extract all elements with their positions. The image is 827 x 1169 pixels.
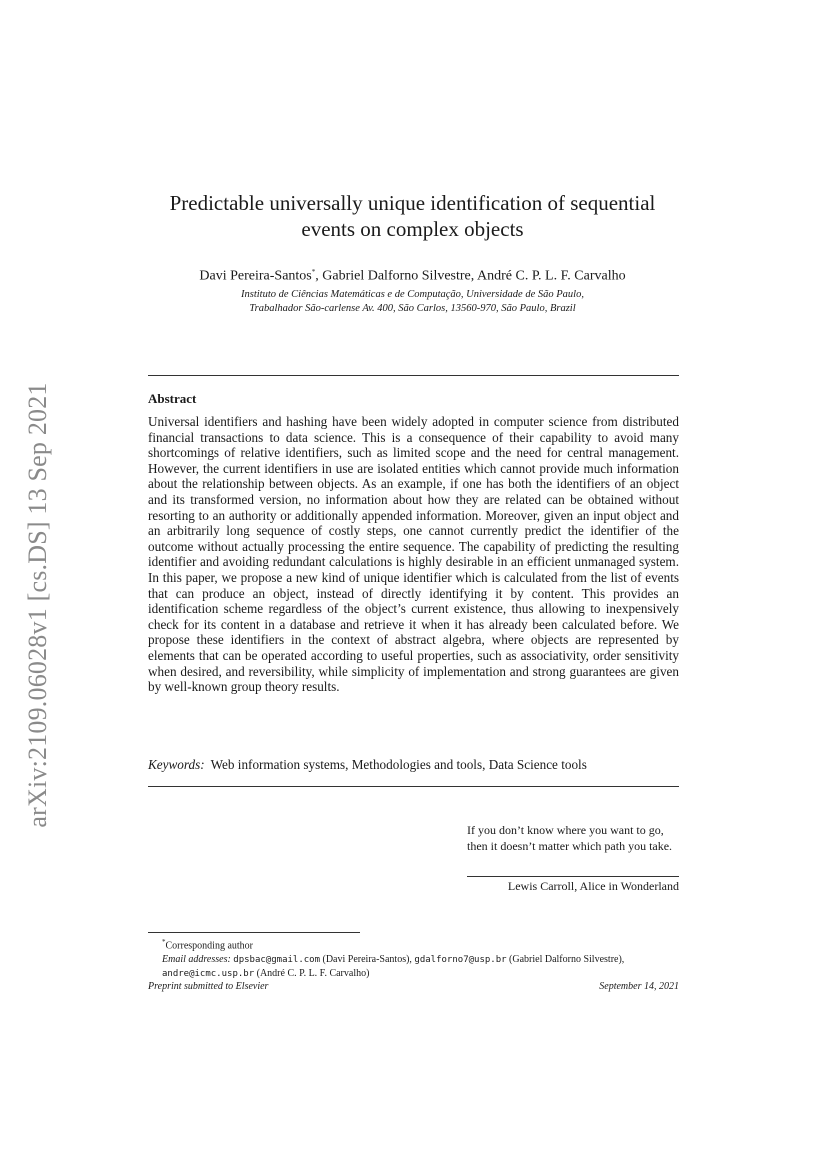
email-name-1: (Davi Pereira-Santos), — [322, 953, 412, 965]
abstract-bottom-rule — [148, 786, 679, 787]
preprint-note: Preprint submitted to Elsevier — [148, 981, 269, 992]
email-link-1[interactable]: dpsbac@gmail.com — [233, 954, 320, 965]
epigraph-attribution: Lewis Carroll, Alice in Wonderland — [507, 879, 679, 893]
abstract-heading: Abstract — [148, 391, 197, 406]
affiliation-line-2: Trabalhador São-carlense Av. 400, São Carlos, 13560-970, São Paulo, Brazil — [249, 303, 576, 314]
epigraph-rule — [467, 876, 679, 877]
author-separator: , — [470, 268, 477, 284]
footnote-rule — [148, 932, 360, 933]
email-name-3: (André C. P. L. F. Carvalho) — [256, 968, 370, 980]
email-link-2[interactable]: gdalforno7@usp.br — [414, 954, 507, 965]
email-name-2: (Gabriel Dalforno Silvestre), — [509, 953, 625, 965]
abstract-top-rule — [148, 375, 679, 376]
preprint-date: September 14, 2021 — [599, 981, 679, 992]
author-list — [140, 263, 685, 286]
footnote-marker: * — [162, 938, 166, 946]
abstract-body: Universal identifiers and hashing have been widely adopted in computer science from distributed financial transactions to data science. This is a consequence of their capability to avoid many shortcomings of relative identifiers, such as limited scope and the need for central management. However, the current identifiers in use are isolated entities which cannot provide much information about the relationship between objects. As an example, if one has both the identifiers of an object and its transformed version, no information about how they are related can be obtained without resorting to an authority or additionally appended information. Moreover, given an input object and an arbitrarily long sequence of costly steps, one cannot currently predict the identifier of the outcome without actually processing the entire sequence. The capability of predicting the resulting identifier and avoiding redundant calculations is highly desirable in an efficient unmanaged system. In this paper, we propose a new kind of unique identifier which is calculated from the list of events that can produce an object, instead of directly identifying it by content. This provides an identification scheme regardless of the object’s current existence, thus allowing to inexpensively check for its content in a database and retrieve it when it has already been calculated before. We propose these identifiers in the context of abstract algebra, where objects are represented by elements that can be operated according to useful properties, such as associativity, order sensitivity when desired, and reversibility, while simplicity of implementation and strong guarantees are given by well-known group theory results. — [148, 414, 679, 695]
footnote-corresponding — [148, 936, 679, 953]
affiliation — [140, 288, 685, 316]
author-separator: , — [315, 268, 323, 284]
corresponding-marker: * — [311, 268, 316, 276]
email-link-3[interactable]: andre@icmc.usp.br — [162, 969, 255, 980]
title-line-1: Predictable universally unique identification of sequential — [169, 191, 656, 215]
footnote — [148, 936, 679, 982]
author-1: Davi Pereira-Santos — [199, 268, 312, 284]
affiliation-line-1: Instituto de Ciências Matemáticas e de Computação, Universidade de São Paulo, — [241, 289, 584, 300]
corresponding-text: Corresponding author — [165, 940, 253, 952]
keywords-label: Keywords: — [148, 757, 205, 772]
email-label: Email addresses: — [162, 953, 231, 965]
epigraph-quote: If you don’t know where you want to go, then it doesn’t matter which path you take. — [467, 823, 673, 853]
author-2: Gabriel Dalforno Silvestre — [322, 268, 471, 284]
footnote-emails — [148, 953, 679, 982]
keywords-text: Web information systems, Methodologies and tools, Data Science tools — [210, 757, 587, 772]
title-line-2: events on complex objects — [301, 217, 524, 241]
keywords — [148, 757, 679, 773]
arxiv-identifier-stamp: arXiv:2109.06028v1 [cs.DS] 13 Sep 2021 — [23, 382, 52, 828]
author-3: André C. P. L. F. Carvalho — [477, 268, 626, 284]
paper-title — [140, 190, 685, 242]
